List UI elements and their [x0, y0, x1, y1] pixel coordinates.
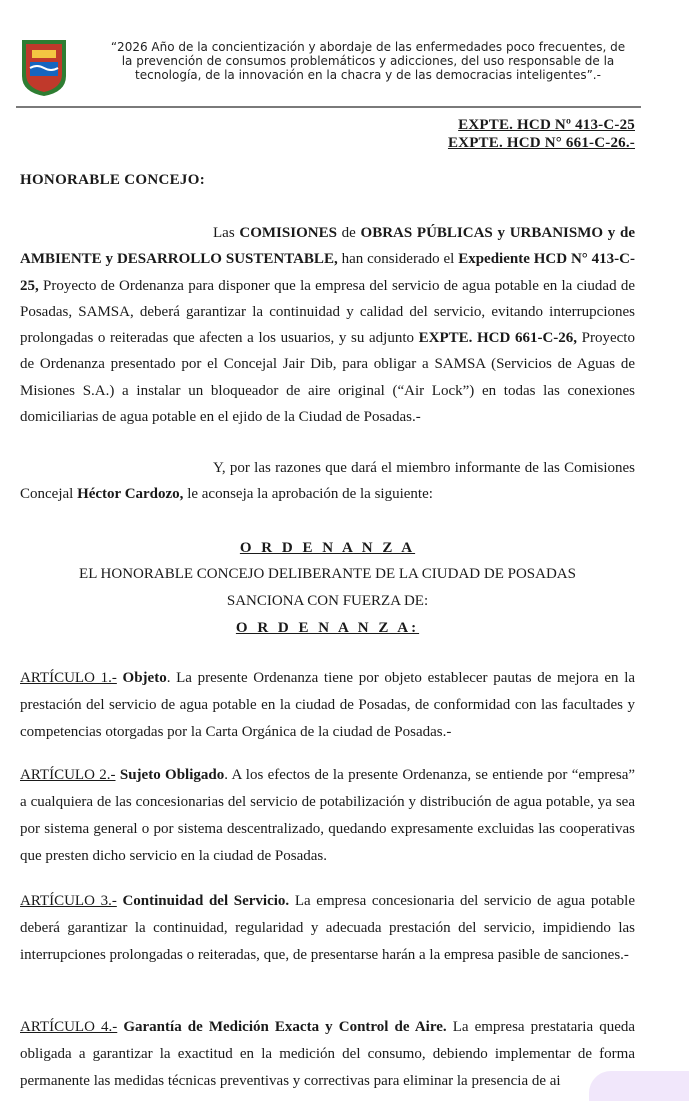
- article-text: La empresa prestataria queda obligada a garantizar la exactitud en la medición del consumo, debiendo implementar de forma permanente las medidas técnicas preventivas y correctivas para eliminar la presencia de ai: [20, 1019, 636, 1089]
- bold-run: OBRAS PÚBLICAS y URBANISMO y de AMBIENTE y DESARROLLO SUSTENTABLE,: [20, 225, 635, 268]
- slogan-line: la prevención de consumos problemáticos y adicciones, del uso responsable de la: [121, 54, 615, 68]
- article-text: La empresa concesionaria del servicio de agua potable deberá garantizar la continuidad, regularidad y adecuada prestación del servicio, impidiendo las interrupciones prolongadas o reiteradas, que, de presentarse harán a la empresa pasible de sanciones.-: [20, 893, 635, 963]
- committee-paragraph: [20, 220, 635, 430]
- article-text: . La presente Ordenanza tiene por objeto establecer pautas de mejora en la prestación del servicio de agua potable en la ciudad de Posadas, de conformidad con las facultades y competencias otorgadas por la Carta Orgánica de la ciudad de Posadas.-: [20, 670, 636, 740]
- bold-run: EXPTE. HCD 661-C-26,: [418, 330, 578, 347]
- salutation: HONORABLE CONCEJO:: [20, 172, 205, 188]
- municipal-seal-icon: [18, 36, 70, 98]
- article: [20, 665, 635, 746]
- header-divider: [16, 106, 641, 108]
- article-text: . A los efectos de la presente Ordenanza, se entiende por “empresa” a cualquiera de las concesionarias del servicio de potabilización y distribución de agua potable, ya sea por sistema general o por sistema descentralizado, quedando expresamente excluidas las cooperativas que presten dicho servicio en la ciudad de Posadas.: [20, 767, 636, 864]
- article-title: Objeto: [122, 670, 167, 686]
- year-slogan: [88, 40, 648, 82]
- council-line: EL HONORABLE CONCEJO DELIBERANTE DE LA CIUDAD DE POSADAS: [79, 566, 576, 582]
- article-label: ARTÍCULO 3.-: [20, 893, 117, 909]
- article-label: ARTÍCULO 2.-: [20, 767, 116, 783]
- expediente-number: EXPTE. HCD N° 661-C-26.-: [447, 135, 635, 151]
- bold-run: Héctor Cardozo,: [77, 486, 184, 503]
- slogan-line: tecnología, de la innovación en la chacra y de las democracias inteligentes”.-: [135, 68, 601, 82]
- article-label: ARTÍCULO 1.-: [20, 670, 117, 686]
- article-label: ARTÍCULO 4.-: [20, 1019, 118, 1035]
- text-run: Las: [213, 225, 240, 241]
- article: [20, 1014, 635, 1095]
- bold-run: Expediente HCD N° 413-C-25,: [20, 251, 635, 294]
- recommendation-paragraph: [20, 455, 635, 508]
- article-title: Garantía de Medición Exacta y Control de Aire.: [123, 1019, 447, 1035]
- sanciona-line: SANCIONA CON FUERZA DE:: [226, 593, 429, 609]
- article-title: Continuidad del Servicio.: [122, 893, 290, 909]
- article-title: Sujeto Obligado: [119, 767, 225, 783]
- text-run: Proyecto de Ordenanza para disponer que la empresa del servicio de agua potable en la ciudad de Posadas, SAMSA, deberá garantizar la continuidad y calidad del servicio, evitando interrupciones prolongadas o reiteradas que afecten a los usuarios, y su adjunto: [20, 277, 635, 347]
- text-run: han considerado el: [337, 251, 459, 268]
- article: [20, 888, 635, 969]
- floating-action-area[interactable]: [589, 1071, 689, 1101]
- ordenanza-heading: O R D E N A N Z A: [239, 540, 416, 556]
- slogan-line: “2026 Año de la concientización y abordaje de las enfermedades poco frecuentes, de: [110, 40, 626, 54]
- bold-run: COMISIONES: [239, 225, 337, 241]
- article: [20, 762, 635, 870]
- ordenanza-heading: O R D E N A N Z A:: [235, 620, 420, 636]
- text-run: Proyecto de Ordenanza presentado por el Concejal Jair Dib, para obligar a SAMSA (Servicios de Aguas de Misiones S.A.) a instalar un bloqueador de aire original (“Air Lock”) en todas las conexiones domiciliarias de agua potable en el ejido de la Ciudad de Posadas.-: [20, 330, 635, 426]
- letterhead: [0, 0, 689, 110]
- expediente-number: EXPTE. HCD Nº 413-C-25: [458, 117, 635, 133]
- text-run: le aconseja la aprobación de la siguiente:: [183, 486, 433, 503]
- text-run: Y, por las razones que dará el miembro informante de las Comisiones Concejal: [20, 460, 635, 503]
- text-run: de: [336, 225, 361, 241]
